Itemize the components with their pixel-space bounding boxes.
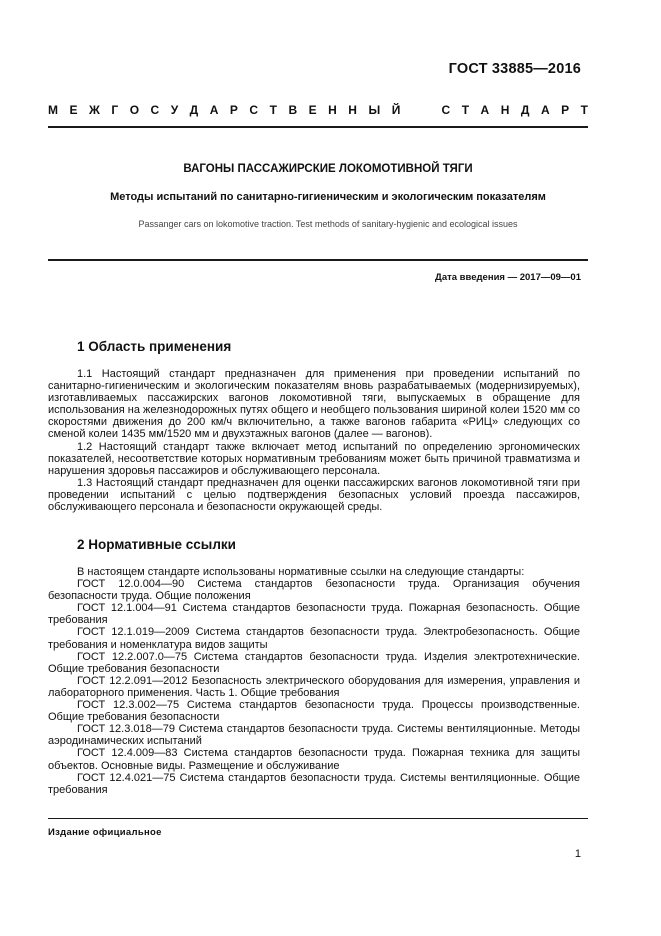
section-2-heading: 2 Нормативные ссылки bbox=[77, 537, 236, 552]
document-title: ВАГОНЫ ПАССАЖИРСКИЕ ЛОКОМОТИВНОЙ ТЯГИ bbox=[183, 163, 473, 175]
heading-letter: Н bbox=[500, 103, 510, 117]
title-divider bbox=[48, 259, 588, 261]
heading-letter: В bbox=[288, 103, 298, 117]
heading-letter: Е bbox=[69, 103, 78, 117]
section-1-body bbox=[48, 368, 580, 513]
heading-letter: Г bbox=[111, 103, 119, 117]
heading-letter: С bbox=[249, 103, 259, 117]
document-subtitle: Методы испытаний по санитарно-гигиеническим и экологическим показателям bbox=[110, 191, 546, 203]
heading-letter: М bbox=[48, 103, 58, 117]
heading-gap bbox=[412, 103, 415, 117]
heading-letter: Т bbox=[269, 103, 277, 117]
introduction-date: Дата введения — 2017—09—01 bbox=[435, 272, 581, 283]
heading-letter: Р bbox=[229, 103, 238, 117]
heading-letter: А bbox=[209, 103, 219, 117]
heading-letter: Т bbox=[580, 103, 588, 117]
heading-letter: А bbox=[540, 103, 550, 117]
heading-letter: Е bbox=[308, 103, 317, 117]
reference-item: ГОСТ 12.4.021—75 Система стандартов безопасности труда. Системы вентиляционные. Общие требования bbox=[48, 771, 580, 796]
page-number: 1 bbox=[574, 848, 581, 860]
reference-item: ГОСТ 12.3.018—79 Система стандартов безопасности труда. Системы вентиляционные. Методы аэродинамических испытаний bbox=[48, 723, 580, 748]
document-title-english: Passanger cars on lokomotive traction. Test methods of sanitary-hygienic and ecological issues bbox=[138, 219, 518, 229]
reference-item: ГОСТ 12.1.019—2009 Система стандартов безопасности труда. Электробезопасность. Общие требования и номенклатура видов защиты bbox=[48, 626, 580, 651]
heading-letter: Р bbox=[561, 103, 570, 117]
header-divider bbox=[48, 126, 588, 128]
reference-item: ГОСТ 12.0.004—90 Система стандартов безопасности труда. Организация обучения безопасности труда. Общие положения bbox=[48, 578, 580, 603]
reference-item: ГОСТ 12.4.009—83 Система стандартов безопасности труда. Пожарная техника для защиты объектов. Основные виды. Размещение и обслуживание bbox=[48, 747, 580, 772]
reference-item: ГОСТ 12.1.004—91 Система стандартов безопасности труда. Пожарная безопасность. Общие требования bbox=[48, 602, 580, 627]
paragraph: 1.2 Настоящий стандарт также включает метод испытаний по определению эргономических показателей, несоответствие которых нормативным требованиям может быть причиной травматизма и нарушения здоровья пассажиров и обслуживающего персонала. bbox=[48, 440, 580, 477]
edition-label: Издание официальное bbox=[48, 827, 162, 838]
heading-letter: Ы bbox=[368, 103, 381, 117]
footer-divider bbox=[48, 818, 588, 819]
section-2-body bbox=[48, 566, 580, 796]
heading-letter: Ж bbox=[89, 103, 100, 117]
heading-letter: Т bbox=[461, 103, 470, 117]
heading-letter: О bbox=[129, 103, 140, 117]
standard-type-heading bbox=[48, 103, 588, 117]
reference-item: ГОСТ 12.3.002—75 Система стандартов безопасности труда. Процессы производственные. Общие требования безопасности bbox=[48, 699, 580, 724]
heading-letter: Н bbox=[348, 103, 357, 117]
paragraph: В настоящем стандарте использованы нормативные ссылки на следующие стандарты: bbox=[77, 566, 525, 578]
heading-gap bbox=[427, 103, 430, 117]
paragraph: 1.3 Настоящий стандарт предназначен для оценки пассажирских вагонов локомотивной тяги при проведении испытаний с целью подтверждения безопасных условий проезда пассажиров, обслуживающего персонала и безопасности окружающей среды. bbox=[48, 476, 580, 514]
document-code: ГОСТ 33885—2016 bbox=[448, 61, 581, 77]
heading-letter: Н bbox=[328, 103, 337, 117]
heading-letter: Д bbox=[189, 103, 199, 117]
heading-letter: С bbox=[441, 103, 451, 117]
reference-item: ГОСТ 12.2.007.0—75 Система стандартов безопасности труда. Изделия электротехнические. Общие требования безопасности bbox=[48, 650, 580, 675]
heading-letter: Й bbox=[391, 103, 401, 117]
heading-letter: С bbox=[150, 103, 160, 117]
paragraph: 1.1 Настоящий стандарт предназначен для применения при проведении испытаний по санитарно-гигиеническим и экологическим показателям вновь разрабатываемых (модернизируемых), изготавливаемых пассажирских вагонов локомотивной тяги, выпускаемых в обращение для использования на железнодорожных путях общего и необщего пользования шириной колеи 1520 мм со скоростями движения до 200 км/ч включительно, а также вагонов габарита «РИЦ» следующих со сменой колеи 1435 мм/1520 мм и двухэтажных вагонов (далее — вагонов). bbox=[48, 368, 580, 441]
heading-letter: А bbox=[480, 103, 490, 117]
heading-letter: У bbox=[170, 103, 179, 117]
heading-letter: Д bbox=[520, 103, 530, 117]
section-1-heading: 1 Область применения bbox=[77, 339, 232, 354]
reference-item: ГОСТ 12.2.091—2012 Безопасность электрического оборудования для измерения, управления и лабораторного применения. Часть 1. Общие требования bbox=[48, 674, 580, 699]
